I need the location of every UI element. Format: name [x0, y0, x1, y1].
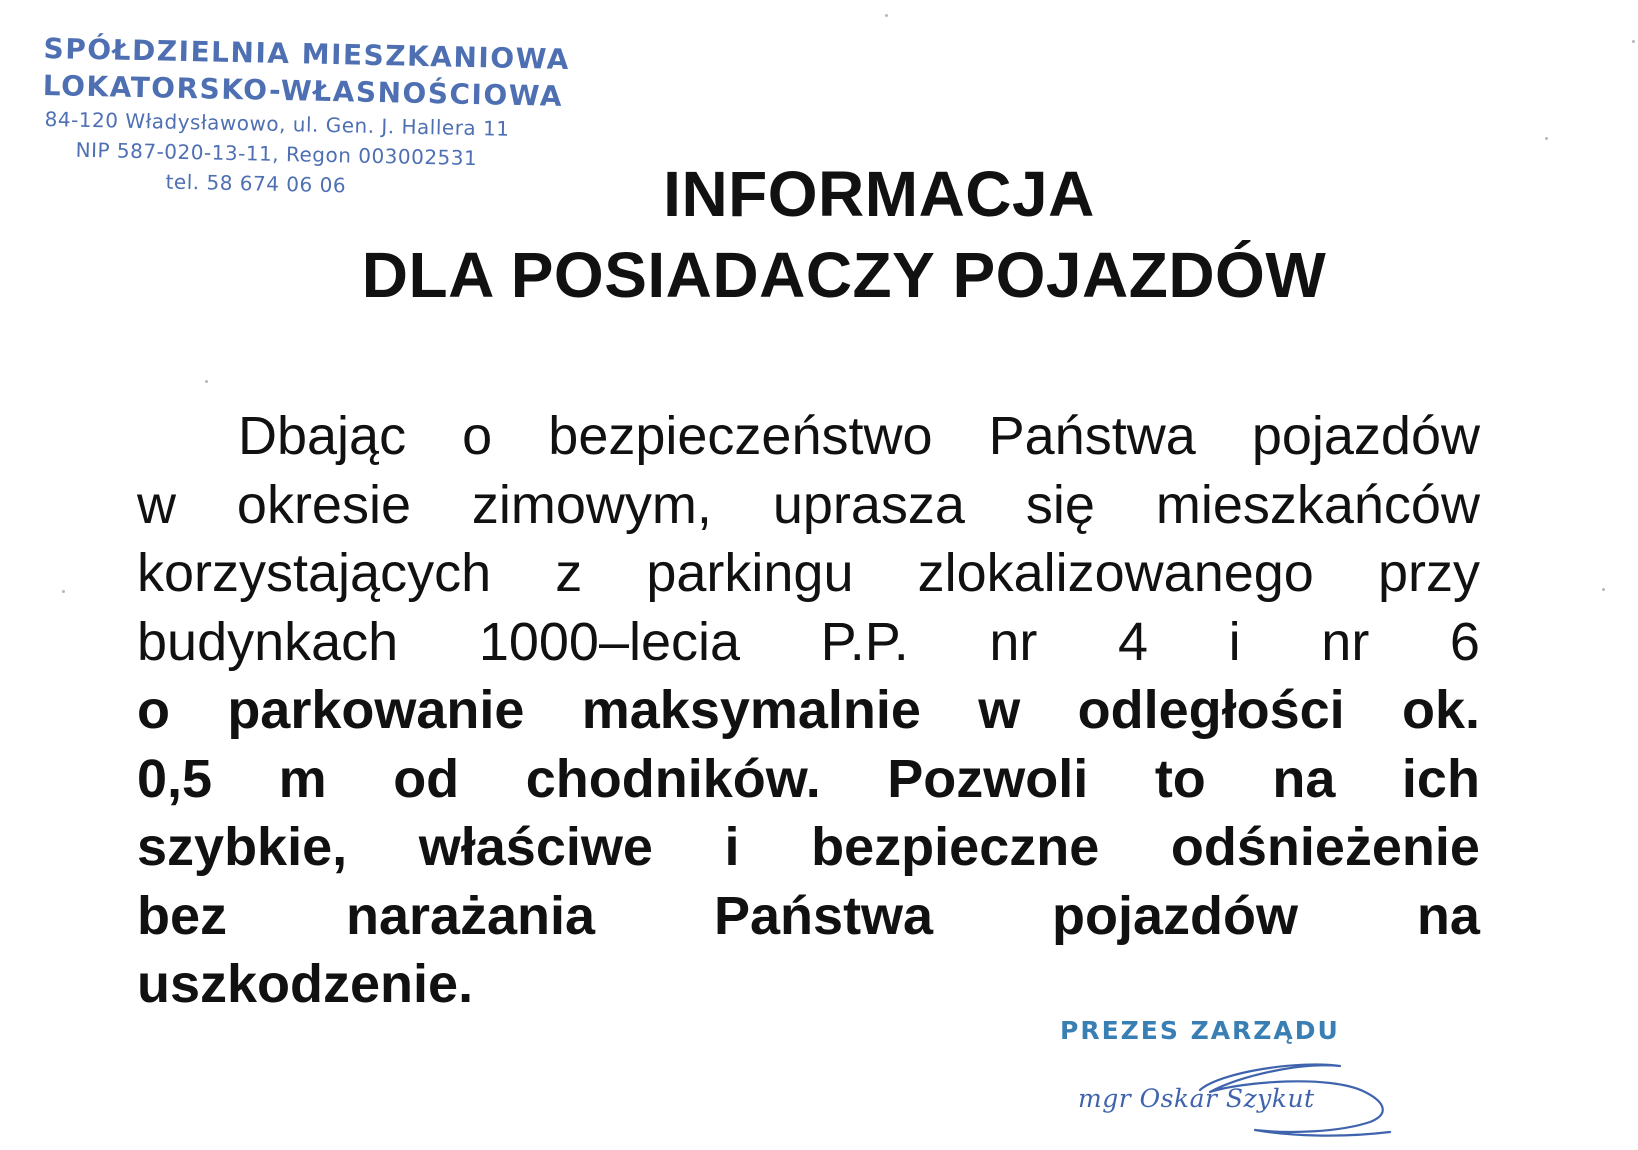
scan-speck	[885, 14, 888, 17]
word: w	[978, 680, 1021, 740]
word: od	[393, 748, 460, 809]
word: pojazdów	[1052, 885, 1298, 946]
signature-title: PREZES ZARZĄDU	[1060, 1016, 1340, 1045]
scan-speck	[1602, 588, 1605, 591]
document-title-line2: DLA POSIADACZY POJAZDÓW	[361, 239, 1327, 311]
word: odległości	[1077, 680, 1345, 740]
word: maksymalnie	[581, 680, 921, 740]
word: na	[1416, 885, 1480, 946]
word: z	[555, 543, 583, 603]
handwritten-signature	[1180, 1052, 1410, 1142]
text-line	[137, 402, 1480, 471]
word: 4	[1118, 611, 1149, 672]
word: zlokalizowanego	[917, 543, 1314, 603]
scan-speck	[62, 590, 65, 593]
document-title-line1: INFORMACJA	[663, 158, 1095, 230]
signature-name: mgr Oskar Szykut	[1078, 1084, 1315, 1113]
bold-text-line	[137, 676, 1480, 745]
word: 6	[1449, 611, 1480, 672]
stamp-tax-ids: NIP 587-020-13-11, Regon 003002531	[75, 137, 478, 171]
word: szybkie,	[137, 817, 348, 877]
word: i	[724, 817, 740, 877]
word: ok.	[1401, 680, 1480, 740]
word: odśnieżenie	[1170, 817, 1480, 877]
stamp-org-line1: SPÓŁDZIELNIA MIESZKANIOWA	[43, 31, 571, 77]
word: narażania	[345, 885, 596, 946]
stamp-phone: tel. 58 674 06 06	[165, 169, 347, 198]
text-line	[137, 539, 1480, 608]
word: na	[1272, 748, 1336, 809]
bold-text-line	[137, 745, 1480, 814]
stamp-address: 84-120 Władysławowo, ul. Gen. J. Hallera 11	[44, 107, 510, 141]
word: P.P.	[820, 611, 909, 672]
word: nr	[1321, 611, 1370, 672]
word: właściwe	[418, 817, 653, 877]
word: w	[137, 474, 176, 535]
word: okresie	[236, 474, 411, 535]
word: budynkach	[137, 611, 399, 672]
word: mieszkańców	[1155, 474, 1480, 535]
word: nr	[989, 611, 1038, 672]
word: uszkodzenie.	[137, 954, 474, 1014]
word: pojazdów	[1251, 406, 1480, 466]
word: o	[462, 406, 493, 466]
bold-text-line	[137, 813, 1480, 882]
word: zimowym,	[471, 474, 712, 535]
text-line	[137, 608, 1480, 677]
scan-speck	[205, 380, 208, 383]
text-line	[137, 471, 1480, 540]
bold-text-line	[137, 882, 1480, 951]
word: korzystających	[137, 543, 492, 603]
word: ich	[1401, 748, 1480, 809]
scan-speck	[1545, 137, 1548, 140]
word: to	[1154, 748, 1206, 809]
word: Państwa	[988, 406, 1196, 466]
word: się	[1025, 474, 1095, 535]
word: 0,5	[137, 748, 213, 809]
word: i	[1228, 611, 1241, 672]
word: parkowanie	[227, 680, 525, 740]
word: Państwa	[714, 885, 934, 946]
word: bezpieczeństwo	[548, 406, 933, 466]
word: bezpieczne	[811, 817, 1100, 877]
word: parkingu	[646, 543, 854, 603]
word: Dbając	[238, 406, 407, 466]
scan-speck	[1632, 40, 1635, 43]
word: Pozwoli	[887, 748, 1089, 809]
stamp-org-line2: LOKATORSKO-WŁASNOŚCIOWA	[42, 68, 564, 113]
bold-text-line	[137, 950, 1480, 1019]
word: uprasza	[772, 474, 965, 535]
notice-paragraph	[137, 402, 1480, 1019]
word: bez	[137, 885, 228, 946]
word: m	[278, 748, 327, 809]
word: chodników.	[525, 748, 821, 809]
word: przy	[1377, 543, 1480, 603]
word: 1000–lecia	[478, 611, 741, 672]
word: o	[137, 680, 170, 740]
